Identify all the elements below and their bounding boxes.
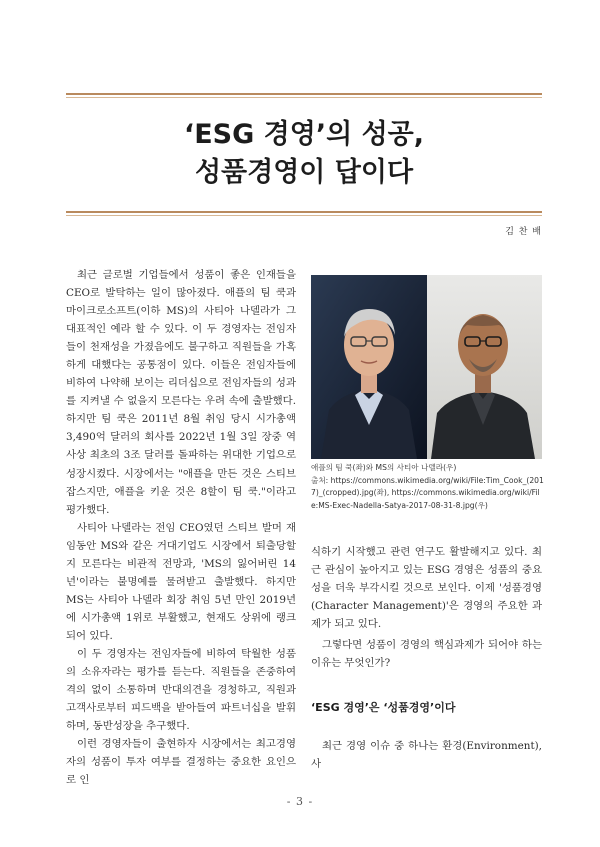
body-paragraph: 그렇다면 성품이 경영의 핵심과제가 되어야 하는 이유는 무엇인가? [311,639,542,670]
section-subheading: ‘ESG 경영’은 ‘성품경영’이다 [311,701,456,714]
title-line-2: 성품경영이 답이다 [194,157,414,188]
title-line-1: ‘ESG 경영’의 성공, [183,119,425,150]
ceo-photo-illustration [311,275,542,459]
right-column [311,543,542,672]
body-paragraph: 이 두 경영자는 전임자들에 비하여 탁월한 성품의 소유자라는 평가를 듣는다. 직원들을 존중하여 격의 없이 소통하며 반대의견을 경청하고, 직원과 고객사로부터 피드백을 받아들여 파트너십을 발휘하며, 동반성장을 추구했다. [66,647,296,733]
body-paragraph: 이런 경영자들이 출현하자 시장에서는 최고경영자의 성품이 투자 여부를 결정하는 중요한 요인으로 인 [66,738,296,787]
photo-caption [311,462,544,512]
article-title [66,116,542,192]
body-paragraph: 최근 글로벌 기업들에서 성품이 좋은 인재들을 CEO로 발탁하는 일이 많아졌다. 애플의 팀 쿡과 마이크로소프트(이하 MS)의 사티아 나델라가 그 대표적인 예라 할 수 있다. 이 두 경영자는 전임자들이 천재성을 가졌음에도 불구하고 직원들을 가혹하게 대했다는 공통점이 있다. 이들은 전임자들에 비하여 나약해 보이는 리더십으로 전임자들의 성과를 지켜낼 수 없을지 모른다는 우려 속에 출발했다. 하지만 팀 쿡은 2011년 8월 취임 당시 시가총액 3,490억 달러의 회사를 2022년 1월 3일 장중 역사상 최초의 3조 달러를 돌파하는 위대한 기업으로 성장시켰다. 시장에서는 "애플을 만든 것은 스티브 잡스지만, 애플을 키운 것은 8할이 팀 쿡."이라고 평가했다. [66,269,296,516]
left-column [66,266,296,789]
top-rule [66,93,542,95]
author-name: 김 찬 배 [505,227,542,237]
ceo-photo [311,275,542,459]
caption-line-1: 애플의 팀 쿡(좌)와 MS의 사티아 나델라(우) [311,463,457,472]
caption-source: 출처: https://commons.wikimedia.org/wiki/File:Tim_Cook_(2017)_(cropped).jpg(좌), https://commons.wikimedia.org/wiki/File:MS-Exec-Nadella-Satya-2017-08-31-8.jpg(우) [311,475,544,510]
page-number: - 3 - [286,795,314,808]
body-paragraph: 최근 경영 이슈 중 하나는 환경(Environment), 사 [311,740,542,771]
body-paragraph-continued: 식하기 시작했고 관련 연구도 활발해지고 있다. 최근 관심이 높아지고 있는 ESG 경영은 성품의 중요성을 더욱 부각시킬 것으로 보인다. 이제 '성품경영(Character Management)'은 경영의 주요한 과제가 되고 있다. [311,546,542,631]
top-rule-thin [66,97,542,98]
bottom-rule [66,211,542,213]
bottom-rule-thin [66,215,542,216]
right-column-section [311,737,542,773]
body-paragraph: 사티아 나델라는 전임 CEO였던 스티브 발머 재임동안 MS와 같은 거대기업도 시장에서 퇴출당할지 모른다는 비관적 전망과, 'MS의 잃어버린 14년'이라는 불명예를 물려받고 출발했다. 하지만 MS는 사티아 나델라 회장 취임 5년 만인 2019년에 시가총액 1위로 부활했고, 현재도 상위에 랭크되어 있다. [66,521,296,642]
